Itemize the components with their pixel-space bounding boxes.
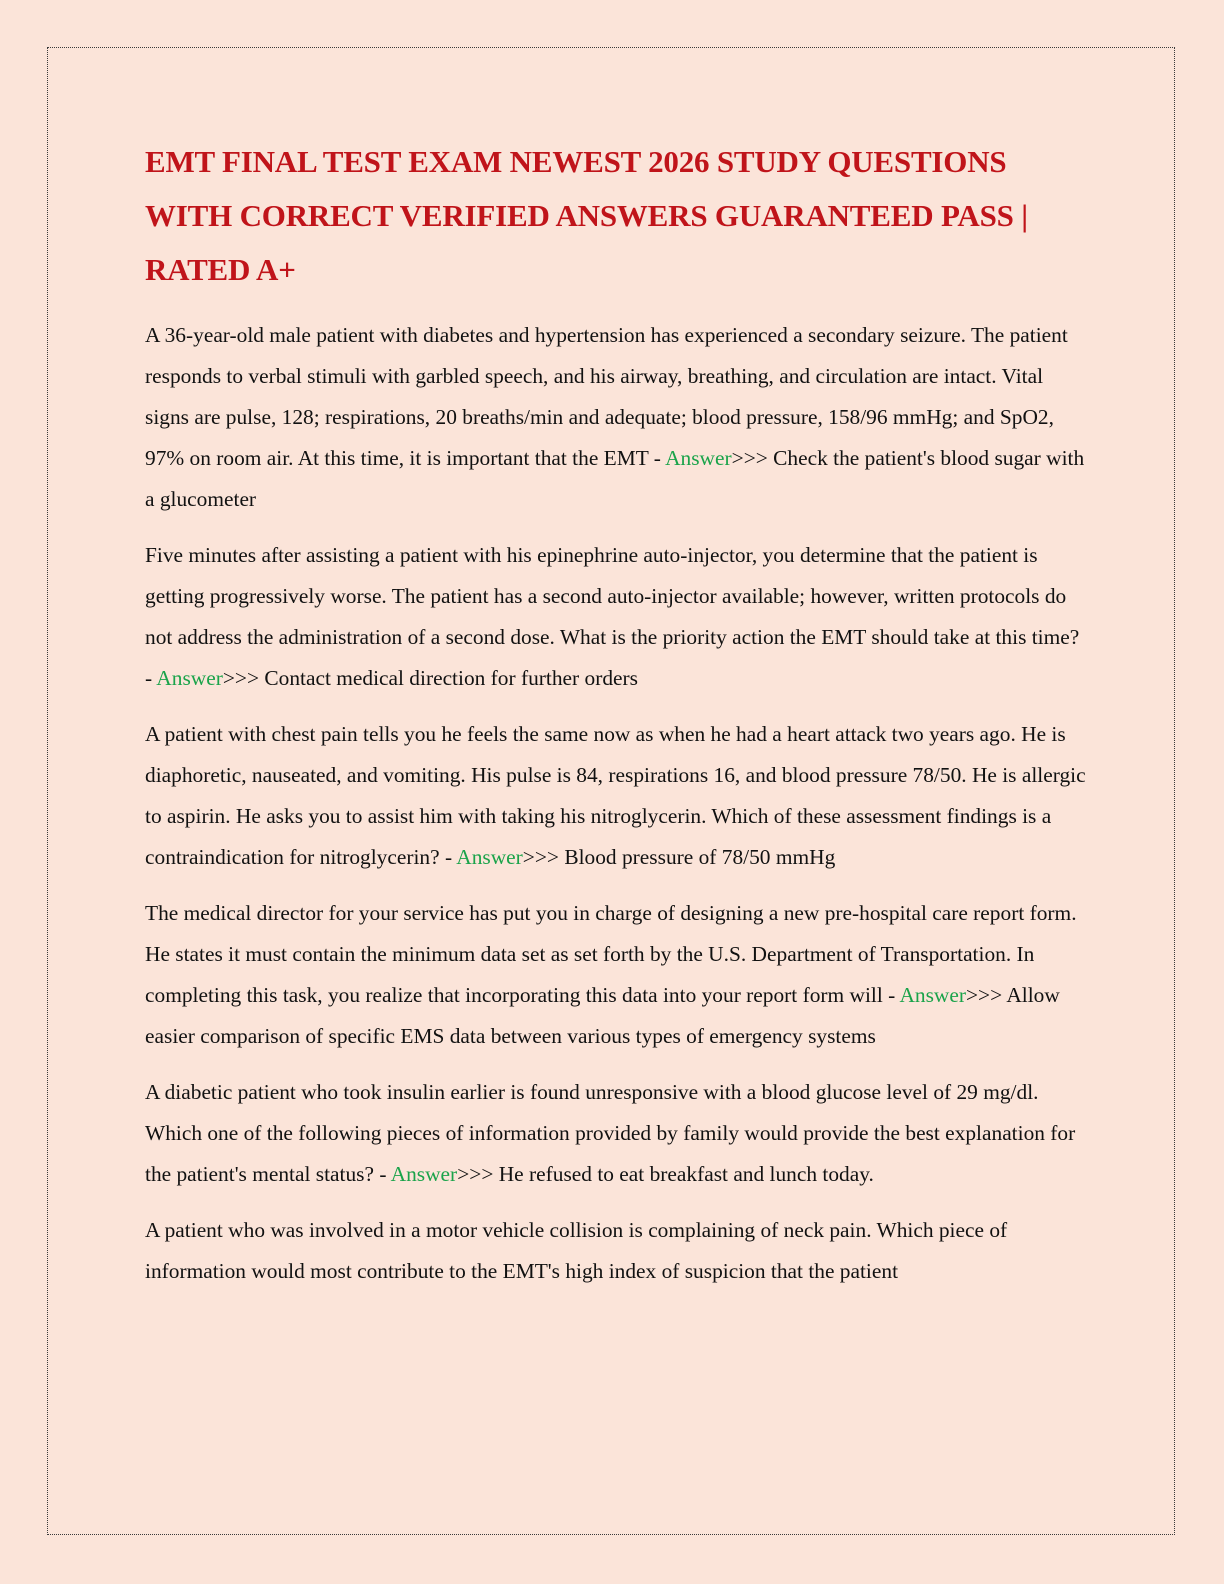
- answer-text: >>> Blood pressure of 78/50 mmHg: [522, 845, 836, 869]
- answer-label: Answer: [665, 446, 732, 470]
- answer-label: Answer: [390, 1162, 458, 1186]
- answer-label: Answer: [156, 666, 223, 690]
- question-text: A patient with chest pain tells you he feels the same now as when he had a heart attack two years ago. He is diaphoretic, nauseated, and vomiting. His pulse is 84, respirations 16, and blood pressure 78/50. He is allergic to aspirin. He asks you to assist him with taking his nitroglycerin. Which of these assessment findings is a contraindication for nitroglycerin? -: [145, 722, 1086, 869]
- question-text: A patient who was involved in a motor vehicle collision is complaining of neck pain. Which piece of information would most contribute to the EMT's high index of suspicion that the patient: [145, 1218, 1008, 1283]
- answer-text: >>> He refused to eat breakfast and lunch today.: [457, 1162, 874, 1186]
- question-text: The medical director for your service has put you in charge of designing a new pre-hospital care report form. He states it must contain the minimum data set as set forth by the U.S. Department of Transportation. In completing this task, you realize that incorporating this data into your report form will -: [145, 901, 1077, 1007]
- qa-item-5: [145, 1072, 1090, 1195]
- qa-item-1: [145, 315, 1090, 520]
- qa-item-4: [145, 893, 1090, 1057]
- document-title: EMT FINAL TEST EXAM NEWEST 2026 STUDY QUESTIONS WITH CORRECT VERIFIED ANSWERS GUARANTEED PASS | RATED A+: [145, 144, 1028, 287]
- question-text: A 36-year-old male patient with diabetes and hypertension has experienced a secondary seizure. The patient responds to verbal stimuli with garbled speech, and his airway, breathing, and circulation are intact. Vital signs are pulse, 128; respirations, 20 breaths/min and adequate; blood pressure, 158/96 mmHg; and SpO2, 97% on room air. At this time, it is important that the EMT -: [145, 323, 1068, 470]
- answer-label: Answer: [456, 845, 523, 869]
- qa-item-6: [145, 1210, 1090, 1292]
- answer-label: Answer: [899, 983, 966, 1007]
- document-body: [145, 135, 1090, 1307]
- answer-text: >>> Check the patient's blood sugar with a glucometer: [145, 446, 1085, 511]
- answer-text: >>> Contact medical direction for further orders: [222, 666, 638, 690]
- question-text: A diabetic patient who took insulin earlier is found unresponsive with a blood glucose level of 29 mg/dl. Which one of the following pieces of information provided by family would provide the best explanation for the patient's mental status? -: [145, 1080, 1076, 1186]
- qa-item-3: [145, 714, 1090, 878]
- answer-text: >>> Allow easier comparison of specific EMS data between various types of emergency systems: [145, 983, 1060, 1048]
- qa-item-2: [145, 535, 1090, 699]
- question-text: Five minutes after assisting a patient with his epinephrine auto-injector, you determine that the patient is getting progressively worse. The patient has a second auto-injector available; however, written protocols do not address the administration of a second dose. What is the priority action the EMT should take at this time? -: [145, 543, 1080, 690]
